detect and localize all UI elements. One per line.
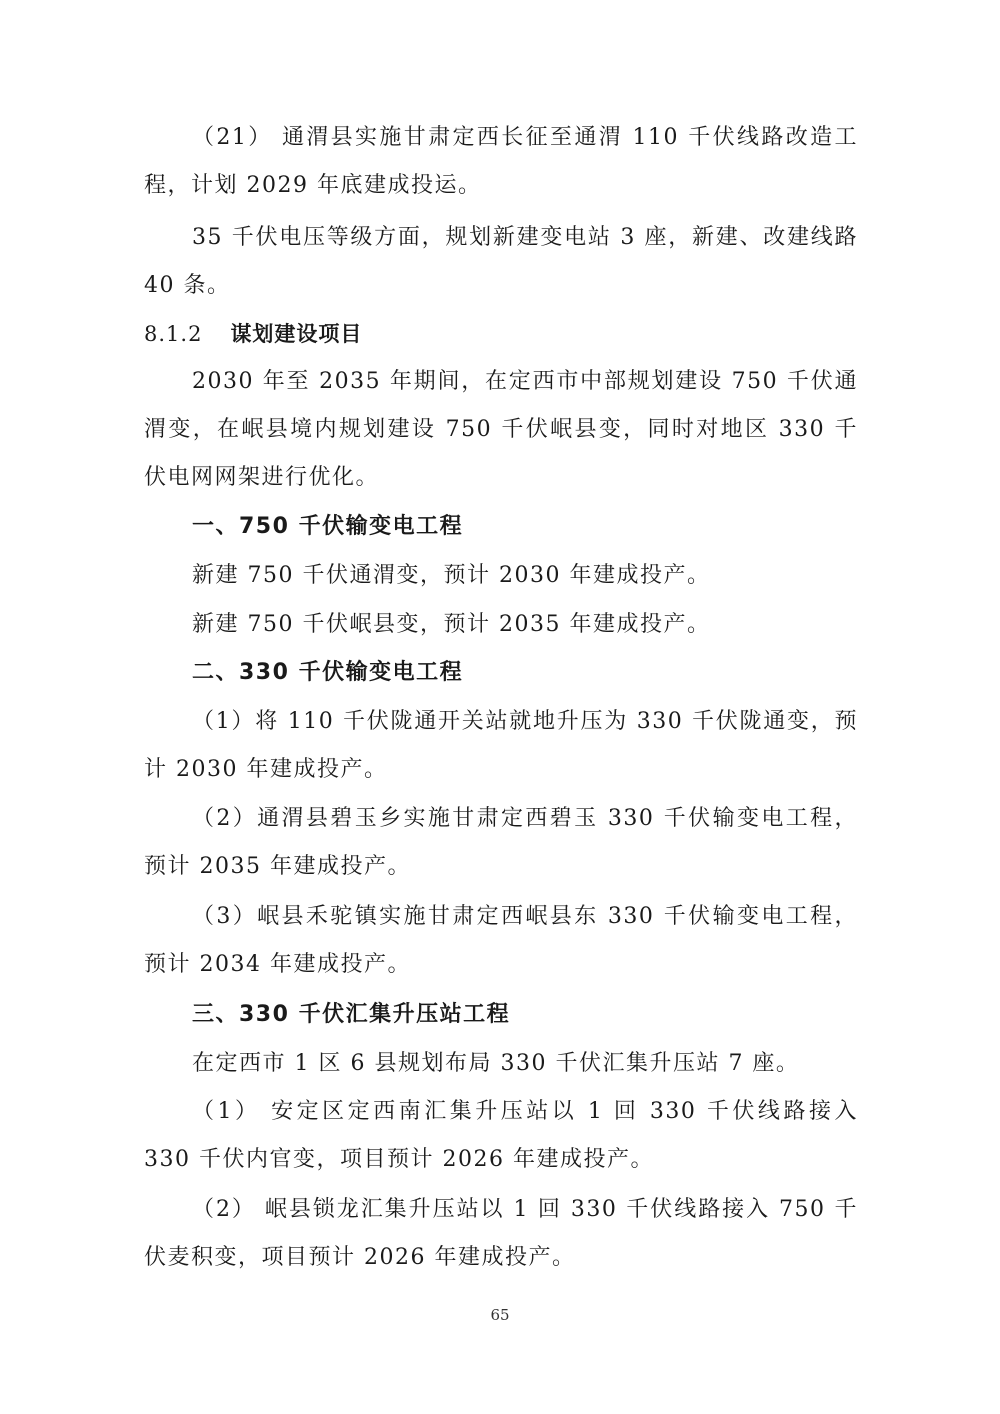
section-heading xyxy=(144,310,858,358)
paragraph-330kv-item-3: （3）岷县禾驼镇实施甘肃定西岷县东 330 千伏输变电工程，预计 2034 年建成投产。 xyxy=(144,904,858,977)
paragraph-intro: 2030 年至 2035 年期间，在定西市中部规划建设 750 千伏通渭变，在岷县境内规划建设 750 千伏岷县变，同时对地区 330 千伏电网网架进行优化。 xyxy=(144,369,858,490)
paragraph-330kv-item-2: （2）通渭县碧玉乡实施甘肃定西碧玉 330 千伏输变电工程，预计 2035 年建成投产。 xyxy=(144,806,858,879)
paragraph-collection-item-1: （1） 安定区定西南汇集升压站以 1 回 330 千伏线路接入 330 千伏内官变，项目预计 2026 年建成投产。 xyxy=(144,1099,858,1172)
paragraph-item-21: （21） 通渭县实施甘肃定西长征至通渭 110 千伏线路改造工程，计划 2029 年底建成投运。 xyxy=(144,125,858,198)
section-number: 8.1.2 xyxy=(144,322,203,346)
section-title: 谋划建设项目 xyxy=(230,322,363,346)
paragraph-collection-item-2: （2） 岷县锁龙汇集升压站以 1 回 330 千伏线路接入 750 千伏麦积变，项目预计 2026 年建成投产。 xyxy=(144,1197,858,1270)
subheading-330kv: 二、330 千伏输变电工程 xyxy=(192,660,464,685)
subheading-750kv: 一、750 千伏输变电工程 xyxy=(192,514,464,539)
paragraph-750kv-tongwei: 新建 750 千伏通渭变，预计 2030 年建成投产。 xyxy=(192,563,711,588)
page-number: 65 xyxy=(490,1306,510,1324)
paragraph-collection-intro: 在定西市 1 区 6 县规划布局 330 千伏汇集升压站 7 座。 xyxy=(192,1051,800,1076)
paragraph-750kv-minxian: 新建 750 千伏岷县变，预计 2035 年建成投产。 xyxy=(192,612,711,637)
subheading-collection-station: 三、330 千伏汇集升压站工程 xyxy=(192,1002,511,1027)
paragraph-330kv-item-1: （1）将 110 千伏陇通开关站就地升压为 330 千伏陇通变，预计 2030 年建成投产。 xyxy=(144,709,858,782)
paragraph-35kv-summary: 35 千伏电压等级方面，规划新建变电站 3 座，新建、改建线路 40 条。 xyxy=(144,225,858,298)
